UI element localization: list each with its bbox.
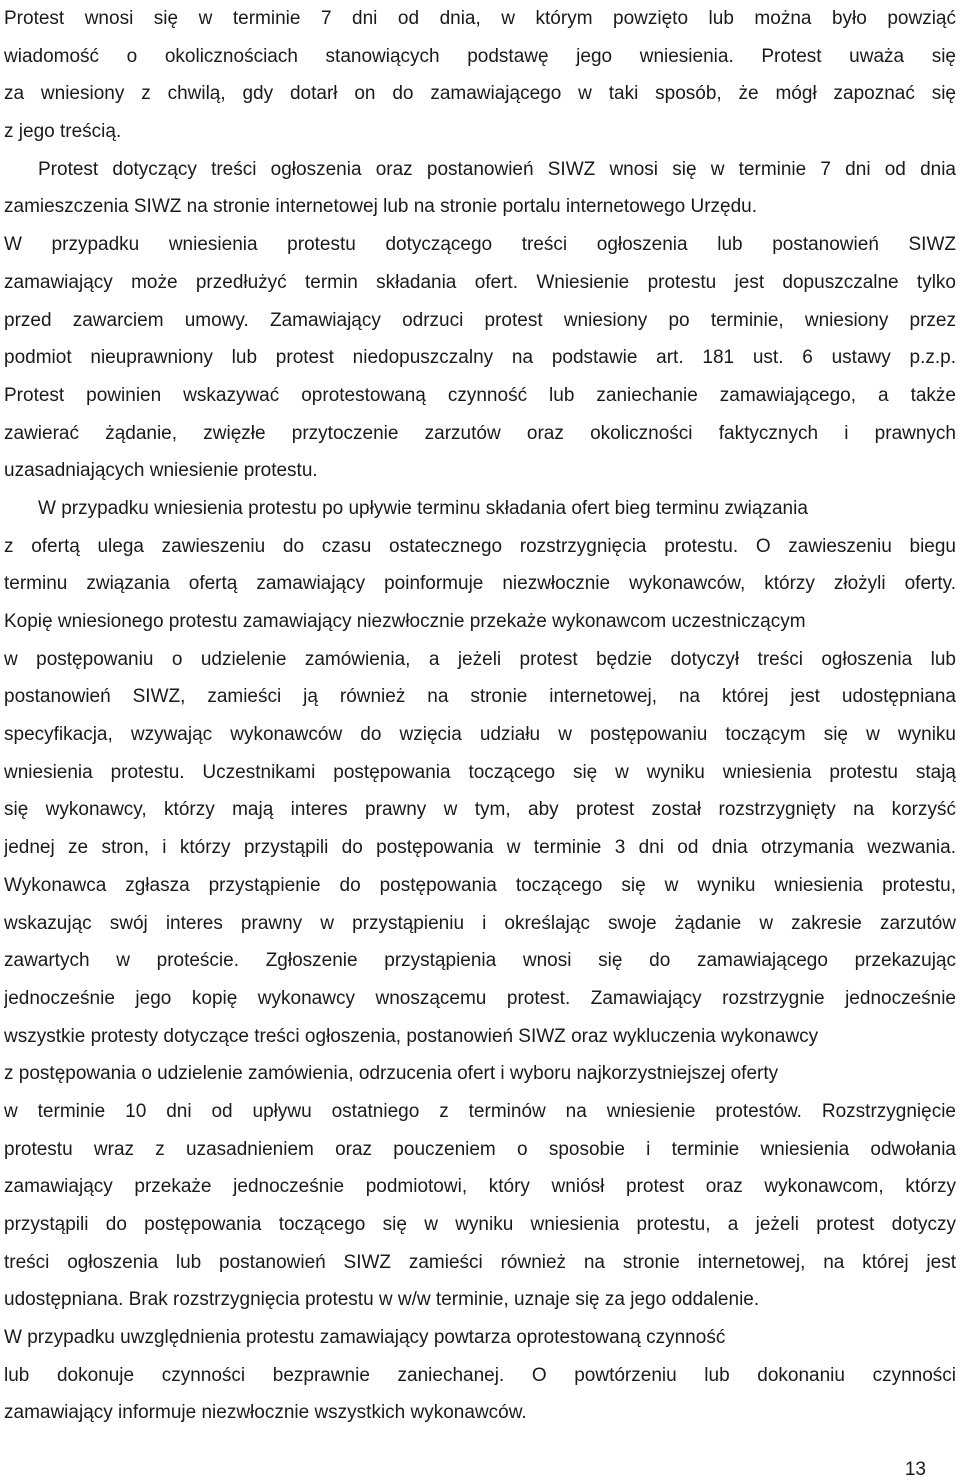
text-line: z postępowania o udzielenie zamówienia, odrzucenia ofert i wyboru najkorzystniejszej oferty: [4, 1063, 779, 1085]
text-line: W przypadku wniesienia protestu dotyczącego treści ogłoszenia lub postanowień SIWZ: [4, 234, 956, 256]
text-line: wiadomość o okolicznościach stanowiących podstawę jego wniesienia. Protest uważa się: [4, 45, 956, 67]
text-line: terminu związania ofertą zamawiający poinformuje niezwłocznie wykonawców, którzy złożyli oferty.: [4, 573, 956, 595]
text-line: w terminie 10 dni od upływu ostatniego z terminów na wniesienie protestów. Rozstrzygnięcie: [4, 1100, 956, 1122]
text-line: w postępowaniu o udzielenie zamówienia, a jeżeli protest będzie dotyczył treści ogłoszenia lub: [4, 648, 956, 670]
text-line: z ofertą ulega zawieszeniu do czasu ostatecznego rozstrzygnięcia protestu. O zawieszeniu biegu: [4, 535, 956, 557]
text-line: jednej ze stron, i którzy przystąpili do postępowania w terminie 3 dni od dnia otrzymania wezwania.: [4, 837, 956, 859]
text-line: zawartych w proteście. Zgłoszenie przystąpienia wnosi się do zamawiającego przekazując: [4, 950, 956, 972]
text-line: wskazując swój interes prawny w przystąpieniu i określając swoje żądanie w zakresie zarzutów: [4, 912, 956, 934]
text-line: postanowień SIWZ, zamieści ją również na stronie internetowej, na której jest udostępniana: [4, 686, 956, 708]
text-line: jednocześnie jego kopię wykonawcy wnoszącemu protest. Zamawiający rozstrzygnie jednocześnie: [4, 987, 956, 1009]
text-line: zamawiający może przedłużyć termin składania ofert. Wniesienie protestu jest dopuszczalne tylko: [4, 271, 956, 293]
text-line: zamawiający informuje niezwłocznie wszystkich wykonawców.: [4, 1402, 527, 1424]
text-line: się wykonawcy, którzy mają interes prawny w tym, aby protest został rozstrzygnięty na korzyść: [4, 799, 956, 821]
text-line: Protest wnosi się w terminie 7 dni od dnia, w którym powzięto lub można było powziąć: [4, 8, 956, 29]
text-line: zamieszczenia SIWZ na stronie internetowej lub na stronie portalu internetowego Urzędu.: [4, 196, 757, 218]
text-line: treści ogłoszenia lub postanowień SIWZ zamieści również na stronie internetowej, na której jest: [4, 1251, 956, 1273]
text-line: Protest powinien wskazywać oprotestowaną czynność lub zaniechanie zamawiającego, a także: [4, 384, 956, 406]
text-line: przed zawarciem umowy. Zamawiający odrzuci protest wniesiony po terminie, wniesiony przez: [4, 309, 956, 331]
text-line: z jego treścią.: [4, 121, 122, 143]
text-line: podmiot nieuprawniony lub protest niedopuszczalny na podstawie art. 181 ust. 6 ustawy p.z.p.: [4, 347, 956, 369]
text-line: udostępniana. Brak rozstrzygnięcia protestu w w/w terminie, uznaje się za jego oddalenie.: [4, 1289, 760, 1311]
text-line: zawierać żądanie, zwięzłe przytoczenie zarzutów oraz okoliczności faktycznych i prawnych: [4, 422, 956, 444]
text-line: zamawiający przekaże jednocześnie podmiotowi, który wniósł protest oraz wykonawcom, którzy: [4, 1176, 956, 1198]
text-line: lub dokonuje czynności bezprawnie zaniechanej. O powtórzeniu lub dokonaniu czynności: [4, 1364, 956, 1386]
text-line: przystąpili do postępowania toczącego się w wyniku wniesienia protestu, a jeżeli protest dotyczy: [4, 1214, 956, 1235]
text-line: W przypadku wniesienia protestu po upływie terminu składania ofert bieg terminu związania: [38, 497, 808, 519]
text-line: specyfikacja, wzywając wykonawców do wzięcia udziału w postępowaniu toczącym się w wyniku: [4, 724, 956, 746]
page-body: [4, 0, 956, 1432]
text-line: wniesienia protestu. Uczestnikami postępowania toczącego się w wyniku wniesienia protestu stają: [4, 761, 956, 783]
text-line: wszystkie protesty dotyczące treści ogłoszenia, postanowień SIWZ oraz wykluczenia wykonawcy: [4, 1025, 819, 1047]
text-line: za wniesiony z chwilą, gdy dotarł on do zamawiającego w taki sposób, że mógł zapoznać się: [4, 83, 956, 105]
text-line: uzasadniających wniesienie protestu.: [4, 460, 318, 482]
text-line: protestu wraz z uzasadnieniem oraz pouczeniem o sposobie i terminie wniesienia odwołania: [4, 1138, 956, 1160]
text-line: W przypadku uwzględnienia protestu zamawiający powtarza oprotestowaną czynność: [4, 1327, 726, 1349]
page-number: 13: [904, 1459, 926, 1480]
text-line: Kopię wniesionego protestu zamawiający niezwłocznie przekaże wykonawcom uczestniczącym: [4, 611, 806, 632]
text-line: Protest dotyczący treści ogłoszenia oraz postanowień SIWZ wnosi się w terminie 7 dni od dnia: [38, 158, 956, 180]
text-line: Wykonawca zgłasza przystąpienie do postępowania toczącego się w wyniku wniesienia protestu,: [4, 874, 956, 896]
